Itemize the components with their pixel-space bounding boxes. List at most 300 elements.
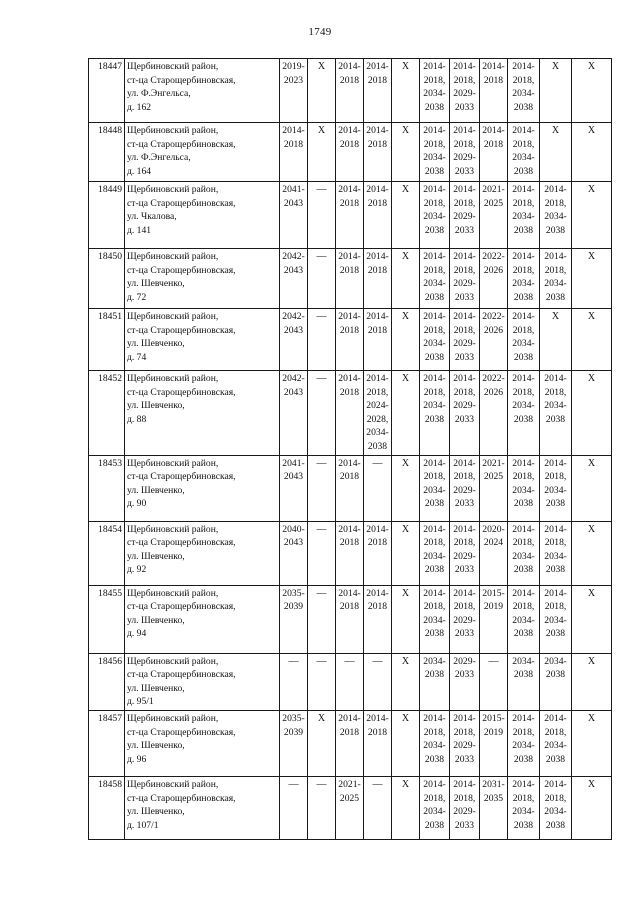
cell-mark: X bbox=[317, 125, 326, 136]
row-number: 18448 bbox=[89, 123, 125, 182]
year-line: 2018, bbox=[512, 264, 535, 276]
cell-mark: X bbox=[401, 251, 410, 262]
address-line: ст-ца Старощербиновская, bbox=[127, 471, 236, 483]
year-line: 2034- bbox=[512, 278, 535, 290]
cell-mark: X bbox=[401, 778, 410, 790]
year-line: 2014- bbox=[512, 778, 535, 790]
year-line: 2038 bbox=[424, 498, 445, 510]
address-line: д. 141 bbox=[127, 224, 152, 236]
year-line: 2014- bbox=[512, 125, 535, 136]
year-line: 2018, bbox=[453, 471, 476, 483]
year-range-cell bbox=[508, 309, 540, 371]
row-number: 18458 bbox=[89, 776, 125, 839]
year-line: 2014- bbox=[338, 251, 361, 262]
year-range-cell bbox=[480, 521, 508, 585]
year-line: 2029- bbox=[453, 211, 476, 223]
year-line: 2018, bbox=[512, 197, 535, 209]
year-line: 2018, bbox=[453, 138, 476, 150]
year-line: 2014- bbox=[423, 587, 446, 599]
mark-cell bbox=[392, 455, 420, 521]
year-line: 2034- bbox=[544, 400, 567, 412]
year-line: 2018, bbox=[423, 264, 446, 276]
year-line: 2014- bbox=[512, 712, 535, 724]
year-range-cell bbox=[420, 776, 450, 839]
mark-cell bbox=[392, 653, 420, 710]
year-range-cell bbox=[420, 371, 450, 456]
address-cell bbox=[125, 371, 280, 456]
row-number: 18447 bbox=[89, 59, 125, 123]
address-line: ст-ца Старощербиновская, bbox=[127, 669, 236, 681]
year-line: 2034- bbox=[512, 88, 535, 100]
year-line: 2033 bbox=[454, 351, 475, 363]
table-row bbox=[89, 123, 612, 182]
year-line: 2038 bbox=[513, 753, 534, 765]
address-line: ст-ца Старощербиновская, bbox=[127, 726, 236, 738]
year-line: 2024 bbox=[483, 537, 504, 549]
year-line: 2014- bbox=[453, 61, 476, 72]
year-line: 2038 bbox=[513, 819, 534, 831]
mark-cell bbox=[572, 653, 612, 710]
year-line: 2038 bbox=[513, 564, 534, 576]
year-line: 2038 bbox=[513, 101, 534, 113]
year-line: 2034- bbox=[512, 614, 535, 626]
cell-mark: X bbox=[587, 184, 596, 195]
year-range-cell bbox=[508, 653, 540, 710]
address-line: ул. Шевченко, bbox=[127, 550, 185, 562]
year-line: 2014- bbox=[544, 457, 567, 469]
address-line: ст-ца Старощербиновская, bbox=[127, 324, 236, 336]
year-line: 2022- bbox=[482, 311, 505, 322]
address-line: ул. Ф.Энгельса, bbox=[127, 152, 191, 164]
year-line: 2014- bbox=[338, 373, 361, 384]
year-line: 2014- bbox=[423, 251, 446, 262]
cell-mark: X bbox=[587, 457, 596, 469]
address-line: ст-ца Старощербиновская, bbox=[127, 138, 236, 150]
cell-mark: X bbox=[587, 61, 596, 72]
year-line: 2018, bbox=[423, 537, 446, 549]
year-line: 2014- bbox=[338, 523, 361, 535]
year-range-cell bbox=[480, 371, 508, 456]
mark-cell bbox=[308, 182, 336, 249]
year-range-cell bbox=[336, 123, 364, 182]
mark-cell bbox=[540, 123, 572, 182]
year-line: 2018 bbox=[367, 726, 388, 738]
cell-mark: X bbox=[401, 655, 410, 667]
year-line: 2018, bbox=[453, 537, 476, 549]
mark-cell bbox=[392, 776, 420, 839]
cell-mark: X bbox=[401, 587, 410, 599]
year-line: 2014- bbox=[366, 61, 389, 72]
year-range-cell bbox=[364, 521, 392, 585]
year-line: 2038 bbox=[545, 628, 566, 640]
year-line: 2043 bbox=[283, 197, 304, 209]
cell-mark: — bbox=[372, 655, 383, 667]
cell-mark: X bbox=[551, 61, 560, 72]
year-line: 2014- bbox=[482, 61, 505, 72]
cell-mark: — bbox=[316, 523, 327, 535]
table-row bbox=[89, 309, 612, 371]
year-line: 2034- bbox=[423, 550, 446, 562]
address-cell bbox=[125, 59, 280, 123]
year-range-cell bbox=[336, 59, 364, 123]
year-line: 2040- bbox=[282, 523, 305, 535]
year-line: 2022- bbox=[482, 251, 505, 262]
year-line: 2033 bbox=[454, 498, 475, 510]
address-line: ул. Шевченко, bbox=[127, 484, 185, 496]
year-line: 2018 bbox=[483, 138, 504, 150]
cell-mark: — bbox=[316, 655, 327, 667]
year-line: 2029- bbox=[453, 338, 476, 350]
mark-cell bbox=[572, 59, 612, 123]
year-line: 2014- bbox=[338, 184, 361, 195]
mark-cell bbox=[308, 59, 336, 123]
year-range-cell bbox=[450, 521, 480, 585]
cell-mark: X bbox=[401, 457, 410, 469]
year-line: 2035- bbox=[282, 587, 305, 599]
year-line: 2018 bbox=[339, 601, 360, 613]
year-line: 2014- bbox=[366, 712, 389, 724]
cell-mark: — bbox=[288, 778, 299, 790]
mark-cell bbox=[308, 776, 336, 839]
year-line: 2021- bbox=[482, 457, 505, 469]
address-line: Щербиновский район, bbox=[127, 373, 219, 384]
year-line: 2018, bbox=[423, 726, 446, 738]
year-line: 2018, bbox=[544, 264, 567, 276]
year-line: 2034- bbox=[423, 655, 446, 667]
year-line: 2014- bbox=[338, 125, 361, 136]
year-line: 2018 bbox=[367, 197, 388, 209]
year-line: 2034- bbox=[423, 152, 446, 164]
year-range-cell bbox=[364, 710, 392, 776]
year-line: 2018, bbox=[423, 471, 446, 483]
cell-mark: — bbox=[316, 778, 327, 790]
year-line: 2018, bbox=[512, 324, 535, 336]
mark-cell bbox=[392, 59, 420, 123]
year-line: 2018, bbox=[512, 601, 535, 613]
address-line: Щербиновский район, bbox=[127, 523, 219, 535]
cell-mark: X bbox=[401, 125, 410, 136]
cell-mark: — bbox=[372, 457, 383, 469]
year-line: 2038 bbox=[424, 165, 445, 177]
cell-mark: X bbox=[401, 184, 410, 195]
year-range-cell bbox=[280, 123, 308, 182]
year-line: 2014- bbox=[453, 251, 476, 262]
year-line: 2038 bbox=[545, 753, 566, 765]
register-table bbox=[88, 58, 612, 840]
mark-cell bbox=[392, 309, 420, 371]
address-line: д. 92 bbox=[127, 564, 147, 576]
year-line: 2034- bbox=[423, 338, 446, 350]
year-line: 2033 bbox=[454, 224, 475, 236]
year-range-cell bbox=[450, 653, 480, 710]
year-line: 2034- bbox=[544, 278, 567, 290]
year-range-cell bbox=[540, 653, 572, 710]
cell-mark: — bbox=[488, 655, 499, 667]
year-line: 2021- bbox=[338, 778, 361, 790]
year-line: 2031- bbox=[482, 778, 505, 790]
cell-mark: X bbox=[551, 311, 560, 322]
year-line: 2034- bbox=[544, 484, 567, 496]
address-line: ул. Шевченко, bbox=[127, 806, 185, 818]
year-range-cell bbox=[336, 249, 364, 309]
address-line: д. 90 bbox=[127, 498, 147, 510]
address-line: ст-ца Старощербиновская, bbox=[127, 601, 236, 613]
year-line: 2014- bbox=[338, 457, 361, 469]
year-line: 2029- bbox=[453, 614, 476, 626]
year-line: 2014- bbox=[453, 373, 476, 384]
year-range-cell bbox=[480, 182, 508, 249]
row-number: 18452 bbox=[89, 371, 125, 456]
year-line: 2014- bbox=[338, 61, 361, 72]
year-line: 2042- bbox=[282, 311, 305, 322]
year-line: 2014- bbox=[282, 125, 305, 136]
year-range-cell bbox=[480, 249, 508, 309]
year-line: 2043 bbox=[283, 324, 304, 336]
mark-cell bbox=[572, 710, 612, 776]
year-line: 2018 bbox=[339, 537, 360, 549]
mark-cell bbox=[336, 653, 364, 710]
year-line: 2038 bbox=[513, 498, 534, 510]
row-number: 18456 bbox=[89, 653, 125, 710]
year-line: 2014- bbox=[453, 311, 476, 322]
year-range-cell bbox=[420, 455, 450, 521]
address-line: Щербиновский район, bbox=[127, 251, 219, 262]
year-range-cell bbox=[450, 371, 480, 456]
year-range-cell bbox=[540, 710, 572, 776]
year-range-cell bbox=[364, 123, 392, 182]
year-line: 2018 bbox=[339, 138, 360, 150]
year-line: 2014- bbox=[366, 184, 389, 195]
year-line: 2038 bbox=[424, 564, 445, 576]
mark-cell bbox=[572, 521, 612, 585]
year-line: 2018, bbox=[512, 726, 535, 738]
year-line: 2034- bbox=[544, 614, 567, 626]
year-range-cell bbox=[450, 182, 480, 249]
year-line: 2034- bbox=[423, 88, 446, 100]
year-line: 2038 bbox=[424, 819, 445, 831]
year-range-cell bbox=[280, 59, 308, 123]
year-line: 2018 bbox=[339, 386, 360, 398]
year-line: 2039 bbox=[283, 601, 304, 613]
address-line: ст-ца Старощербиновская, bbox=[127, 537, 236, 549]
year-line: 2014- bbox=[512, 457, 535, 469]
year-range-cell bbox=[450, 710, 480, 776]
address-line: ул. Шевченко, bbox=[127, 278, 185, 290]
year-line: 2029- bbox=[453, 400, 476, 412]
address-line: Щербиновский район, bbox=[127, 61, 219, 72]
address-line: Щербиновский район, bbox=[127, 655, 219, 667]
address-line: д. 94 bbox=[127, 628, 147, 640]
year-range-cell bbox=[480, 59, 508, 123]
address-cell bbox=[125, 182, 280, 249]
address-line: Щербиновский район, bbox=[127, 311, 219, 322]
year-line: 2026 bbox=[483, 386, 504, 398]
table-row bbox=[89, 249, 612, 309]
mark-cell bbox=[308, 455, 336, 521]
year-line: 2018 bbox=[339, 197, 360, 209]
year-line: 2029- bbox=[453, 655, 476, 667]
year-range-cell bbox=[364, 371, 392, 456]
cell-mark: — bbox=[316, 373, 327, 384]
address-line: д. 95/1 bbox=[127, 696, 154, 708]
year-line: 2014- bbox=[544, 712, 567, 724]
year-line: 2014- bbox=[338, 311, 361, 322]
address-cell bbox=[125, 521, 280, 585]
year-range-cell bbox=[508, 776, 540, 839]
address-line: ст-ца Старощербиновская, bbox=[127, 197, 236, 209]
year-line: 2018, bbox=[544, 792, 567, 804]
address-cell bbox=[125, 249, 280, 309]
address-line: д. 162 bbox=[127, 101, 152, 113]
year-line: 2034- bbox=[423, 211, 446, 223]
table-row bbox=[89, 653, 612, 710]
year-line: 2018, bbox=[453, 386, 476, 398]
year-line: 2014- bbox=[423, 184, 446, 195]
year-line: 2035- bbox=[282, 712, 305, 724]
address-line: д. 74 bbox=[127, 351, 147, 363]
row-number: 18455 bbox=[89, 585, 125, 653]
year-line: 2014- bbox=[453, 523, 476, 535]
year-line: 2042- bbox=[282, 251, 305, 262]
year-line: 2034- bbox=[544, 550, 567, 562]
year-line: 2018, bbox=[453, 792, 476, 804]
year-range-cell bbox=[336, 309, 364, 371]
address-line: ул. Шевченко, bbox=[127, 740, 185, 752]
year-range-cell bbox=[420, 710, 450, 776]
cell-mark: X bbox=[587, 655, 596, 667]
year-line: 2014- bbox=[423, 311, 446, 322]
address-cell bbox=[125, 585, 280, 653]
mark-cell bbox=[364, 455, 392, 521]
mark-cell bbox=[280, 776, 308, 839]
year-line: 2018 bbox=[339, 74, 360, 86]
year-line: 2018 bbox=[367, 138, 388, 150]
year-line: 2018, bbox=[453, 324, 476, 336]
year-range-cell bbox=[450, 776, 480, 839]
year-line: 2018, bbox=[366, 386, 389, 398]
year-line: 2033 bbox=[454, 101, 475, 113]
year-line: 2019 bbox=[483, 726, 504, 738]
year-line: 2018, bbox=[423, 324, 446, 336]
year-line: 2018, bbox=[544, 471, 567, 483]
mark-cell bbox=[572, 776, 612, 839]
year-line: 2029- bbox=[453, 152, 476, 164]
year-range-cell bbox=[508, 59, 540, 123]
address-line: д. 96 bbox=[127, 753, 147, 765]
year-line: 2014- bbox=[512, 587, 535, 599]
year-line: 2034- bbox=[512, 400, 535, 412]
mark-cell bbox=[392, 123, 420, 182]
address-cell bbox=[125, 776, 280, 839]
mark-cell bbox=[572, 182, 612, 249]
year-line: 2038 bbox=[513, 413, 534, 425]
year-range-cell bbox=[420, 123, 450, 182]
year-line: 2038 bbox=[424, 291, 445, 303]
year-line: 2014- bbox=[453, 712, 476, 724]
year-line: 2038 bbox=[424, 101, 445, 113]
year-line: 2026 bbox=[483, 324, 504, 336]
year-range-cell bbox=[540, 521, 572, 585]
address-line: д. 88 bbox=[127, 413, 147, 425]
address-line: ул. Чкалова, bbox=[127, 211, 177, 223]
year-line: 2018, bbox=[512, 138, 535, 150]
year-line: 2018 bbox=[367, 74, 388, 86]
row-number: 18453 bbox=[89, 455, 125, 521]
mark-cell bbox=[280, 653, 308, 710]
year-line: 2018 bbox=[339, 264, 360, 276]
mark-cell bbox=[392, 249, 420, 309]
mark-cell bbox=[308, 653, 336, 710]
year-line: 2018 bbox=[367, 264, 388, 276]
year-range-cell bbox=[508, 521, 540, 585]
year-line: 2015- bbox=[482, 587, 505, 599]
year-line: 2014- bbox=[482, 125, 505, 136]
mark-cell bbox=[364, 653, 392, 710]
year-line: 2018, bbox=[453, 197, 476, 209]
mark-cell bbox=[308, 123, 336, 182]
year-line: 2023 bbox=[283, 74, 304, 86]
year-line: 2018, bbox=[544, 197, 567, 209]
table-row bbox=[89, 776, 612, 839]
year-range-cell bbox=[480, 710, 508, 776]
year-range-cell bbox=[480, 585, 508, 653]
year-line: 2041- bbox=[282, 184, 305, 195]
cell-mark: X bbox=[401, 712, 410, 724]
mark-cell bbox=[308, 309, 336, 371]
year-range-cell bbox=[280, 521, 308, 585]
table-row bbox=[89, 710, 612, 776]
year-range-cell bbox=[450, 455, 480, 521]
year-line: 2025 bbox=[339, 792, 360, 804]
year-line: 2033 bbox=[454, 819, 475, 831]
cell-mark: X bbox=[587, 587, 596, 599]
year-line: 2014- bbox=[512, 373, 535, 384]
year-line: 2033 bbox=[454, 564, 475, 576]
year-range-cell bbox=[480, 776, 508, 839]
year-line: 2014- bbox=[453, 457, 476, 469]
cell-mark: — bbox=[316, 184, 327, 195]
year-line: 2014- bbox=[544, 184, 567, 195]
year-line: 2018 bbox=[367, 537, 388, 549]
year-range-cell bbox=[508, 710, 540, 776]
year-line: 2038 bbox=[545, 413, 566, 425]
year-line: 2014- bbox=[544, 523, 567, 535]
year-line: 2038 bbox=[513, 669, 534, 681]
year-line: 2029- bbox=[453, 550, 476, 562]
cell-mark: X bbox=[317, 61, 326, 72]
year-line: 2034- bbox=[512, 152, 535, 164]
year-line: 2038 bbox=[545, 564, 566, 576]
year-line: 2034- bbox=[423, 278, 446, 290]
year-line: 2018, bbox=[453, 264, 476, 276]
year-line: 2026 bbox=[483, 264, 504, 276]
cell-mark: X bbox=[401, 523, 410, 535]
table-row bbox=[89, 182, 612, 249]
year-line: 2014- bbox=[544, 251, 567, 262]
mark-cell bbox=[572, 249, 612, 309]
year-range-cell bbox=[336, 585, 364, 653]
year-line: 2014- bbox=[512, 61, 535, 72]
cell-mark: X bbox=[587, 311, 596, 322]
address-cell bbox=[125, 455, 280, 521]
year-range-cell bbox=[364, 249, 392, 309]
year-range-cell bbox=[280, 710, 308, 776]
year-range-cell bbox=[336, 455, 364, 521]
year-range-cell bbox=[280, 455, 308, 521]
year-range-cell bbox=[450, 309, 480, 371]
mark-cell bbox=[572, 455, 612, 521]
year-line: 2018, bbox=[423, 197, 446, 209]
